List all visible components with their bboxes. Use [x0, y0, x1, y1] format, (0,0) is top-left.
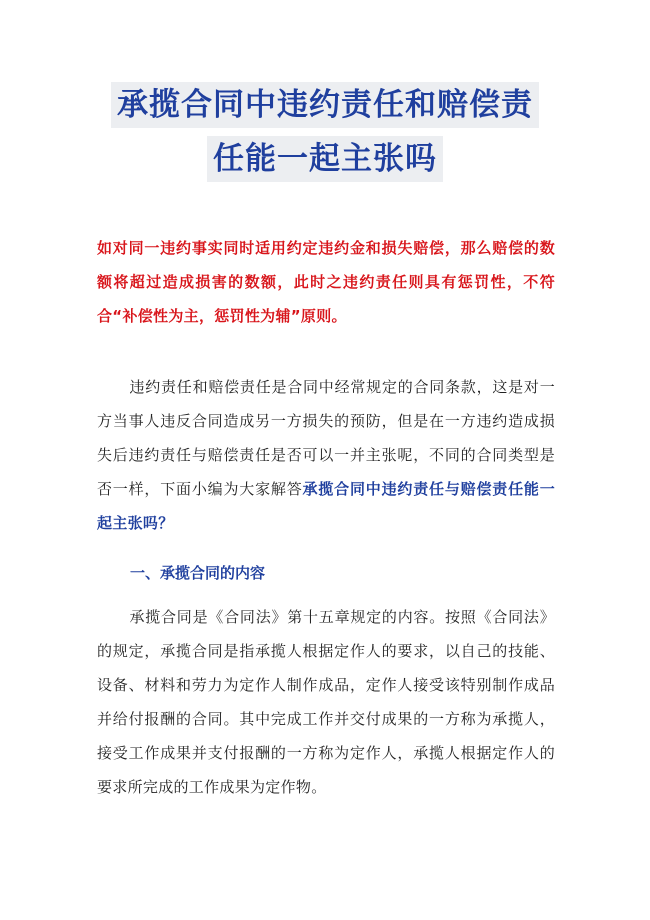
section-body-text: 承揽合同是《合同法》第十五章规定的内容。按照《合同法》的规定，承揽合同是指承揽人根据定作人的要求，以自己的技能、设备、材料和劳力为定作人制作成品，定作人接受该特别制作成品并给付报酬的合同。其中完成工作并交付成果的一方称为承揽人，接受工作成果并支付报酬的一方称为定作人，承揽人根据定作人的要求所完成的工作成果为定作物。	[97, 608, 555, 796]
intro-paragraph	[97, 370, 555, 540]
section-body-paragraph	[97, 600, 555, 804]
title-line-2: 任能一起主张吗	[207, 136, 443, 182]
intro-link[interactable]: 承揽合同中违约责任与赔偿责任能一起主张吗？	[97, 480, 555, 532]
document-title	[0, 82, 650, 182]
section-heading: 一、承揽合同的内容	[130, 564, 266, 582]
intro-text: 违约责任和赔偿责任是合同中经常规定的合同条款，这是对一方当事人违反合同造成另一方损失的预防，但是在一方违约造成损失后违约责任与赔偿责任是否可以一并主张呢，不同的合同类型是否一样，下面小编为大家解答	[97, 378, 555, 498]
title-line-1: 承揽合同中违约责任和赔偿责	[111, 82, 539, 128]
summary-paragraph: 如对同一违约事实同时适用约定违约金和损失赔偿，那么赔偿的数额将超过造成损害的数额，此时之违约责任则具有惩罚性，不符合“补偿性为主，惩罚性为辅”原则。	[97, 239, 555, 325]
